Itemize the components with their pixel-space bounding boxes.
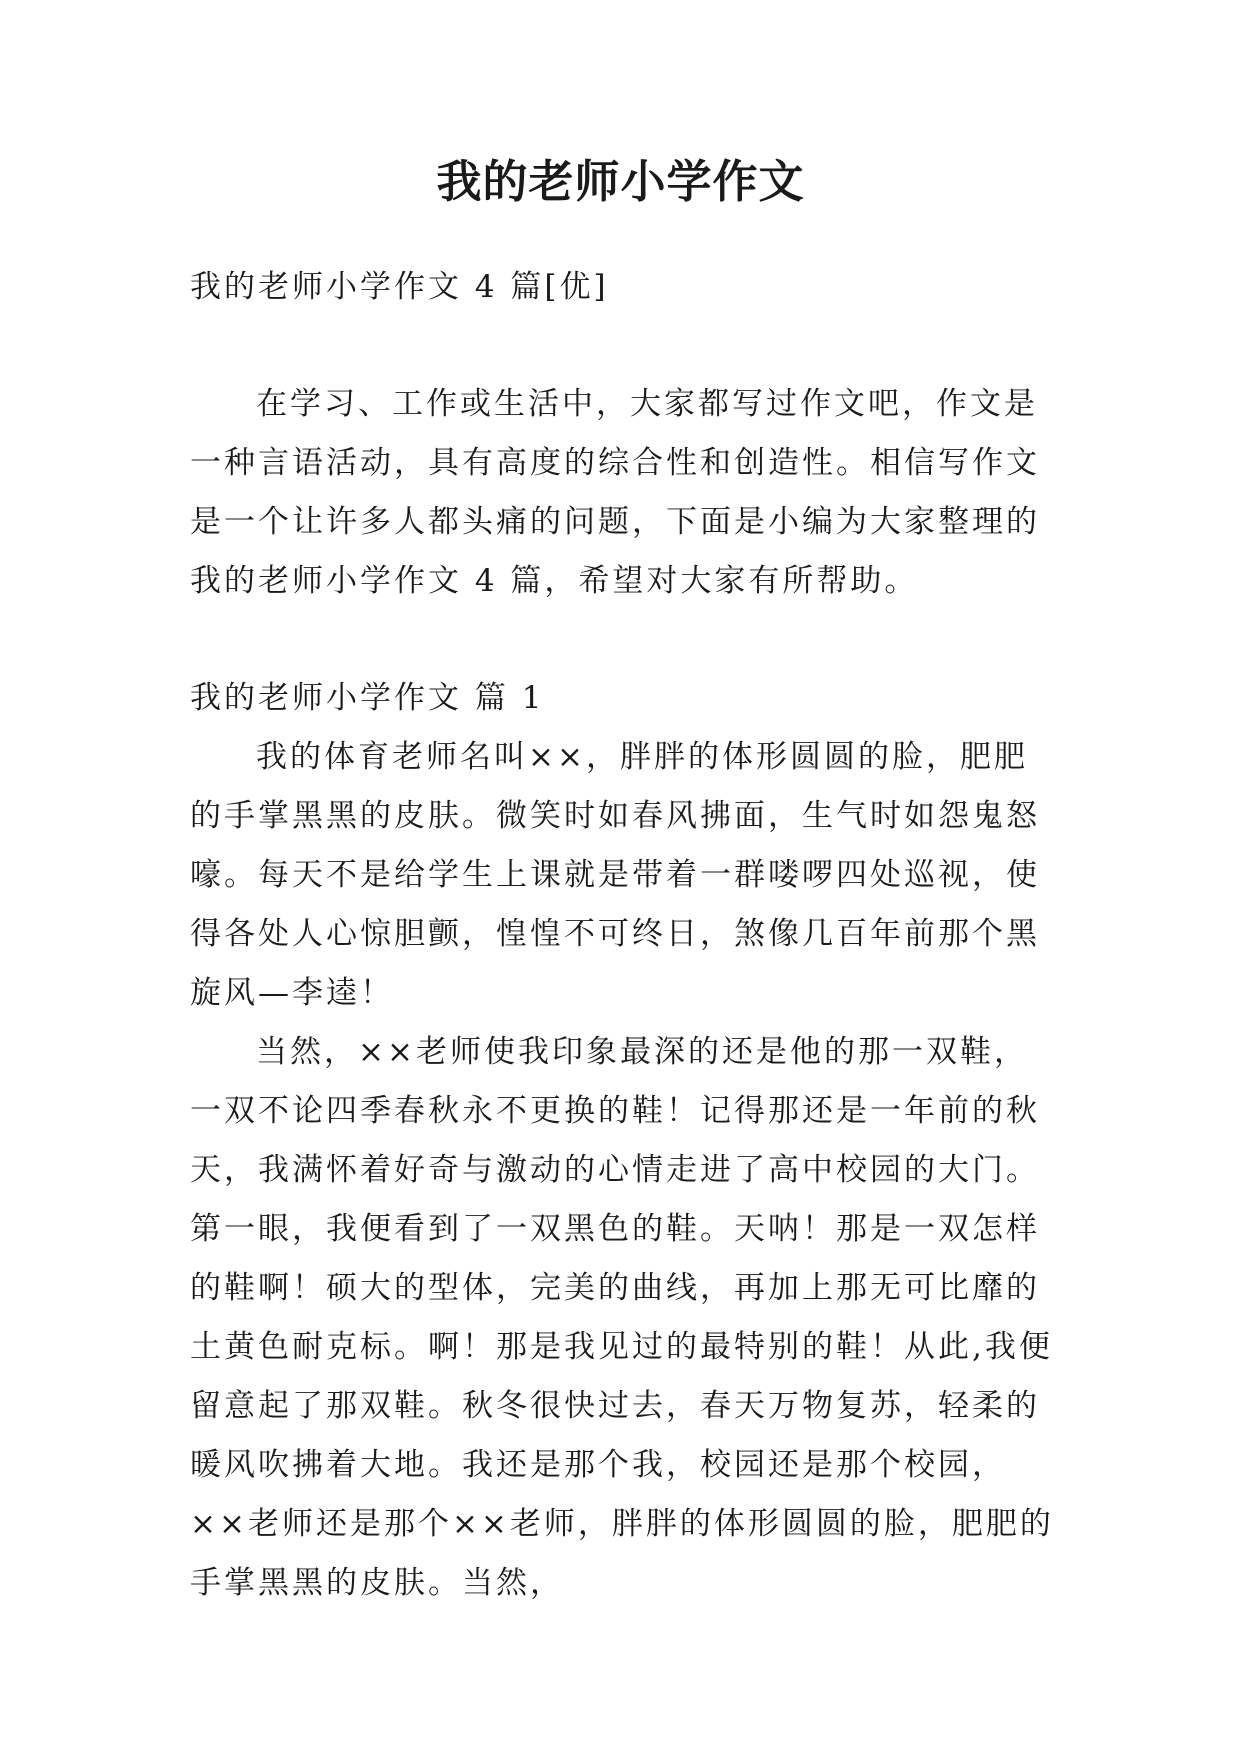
body-paragraph: 当然，××老师使我印象最深的还是他的那一双鞋，一双不论四季春秋永不更换的鞋！记得那还是一年前的秋天，我满怀着好奇与激动的心情走进了高中校园的大门。第一眼，我便看到了一双黑色的鞋。天呐！那是一双怎样的鞋啊！硕大的型体，完美的曲线，再加上那无可比靡的土黄色耐克标。啊！那是我见过的最特别的鞋！从此,我便留意起了那双鞋。秋冬很快过去，春天万物复苏，轻柔的暖风吹拂着大地。我还是那个我，校园还是那个校园，××老师还是那个××老师，胖胖的体形圆圆的脸，肥肥的手掌黑黑的皮肤。当然， [190, 1034, 1054, 1601]
document-body [190, 258, 1060, 1613]
section-heading: 我的老师小学作文 篇 1 [190, 680, 545, 716]
document-title: 我的老师小学作文 [436, 155, 805, 208]
body-paragraph: 我的体育老师名叫××，胖胖的体形圆圆的脸，肥肥的手掌黑黑的皮肤。微笑时如春风拂面，生气时如怨鬼怒嚎。每天不是给学生上课就是带着一群喽啰四处巡视，使得各处人心惊胆颤，惶惶不可终日，煞像几百年前那个黑旋风—李逵！ [190, 739, 1040, 1011]
document-subtitle: 我的老师小学作文 4 篇[优] [190, 269, 609, 305]
intro-paragraph: 在学习、工作或生活中，大家都写过作文吧，作文是一种言语活动，具有高度的综合性和创造性。相信写作文是一个让许多人都头痛的问题，下面是小编为大家整理的我的老师小学作文 4 篇，希望对大家有所帮助。 [190, 386, 1040, 599]
